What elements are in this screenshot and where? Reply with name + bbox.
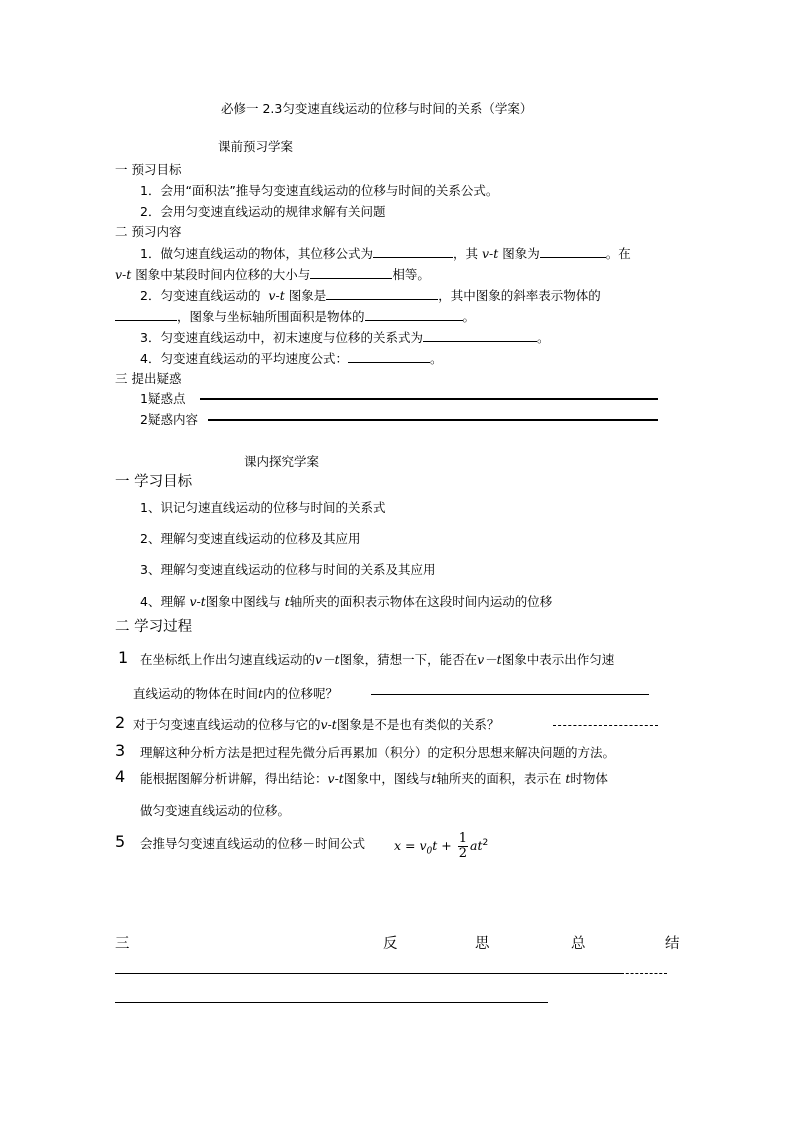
- answer-blank[interactable]: [373, 245, 453, 258]
- process-step-4: 能根据图解分析讲解，得出结论：v-t图象中，图线与t轴所夹的面积，表示在 t时物体: [140, 771, 608, 786]
- answer-blank[interactable]: [310, 266, 392, 279]
- reflection-char: 三: [115, 936, 130, 952]
- preview-question-2: 2．匀变速直线运动的 v-t 图象是 ，其中图象的斜率表示物体的: [140, 288, 601, 303]
- doubt-answer-line[interactable]: [208, 419, 658, 421]
- process-step-1-cont: 直线运动的物体在时间t内的位移呢？: [133, 686, 339, 701]
- answer-line[interactable]: [553, 725, 658, 726]
- inclass-process-label: 二 学习过程: [115, 619, 193, 635]
- preview-question-1-cont: v-t 图象中某段时间内位移的大小与 相等。: [115, 267, 430, 282]
- process-step-1: 在坐标纸上作出匀速直线运动的v－t图象，猜想一下，能否在v－t图象中表示出作匀速: [140, 652, 615, 667]
- doubt-answer-line[interactable]: [200, 398, 658, 400]
- preview-goal-item: 2．会用匀变速直线运动的规律求解有关问题: [140, 204, 386, 219]
- answer-blank[interactable]: [365, 308, 463, 321]
- fraction-one-half: $\frac{1}{2}$: [458, 831, 468, 862]
- reflection-line[interactable]: [115, 1002, 548, 1003]
- inclass-goal-item: 4、理解 v-t图象中图线与 t轴所夹的面积表示物体在这段时间内运动的位移: [140, 594, 553, 609]
- step-number: 1: [118, 648, 129, 667]
- preview-heading: 课前预习学案: [218, 139, 294, 154]
- reflection-char: 思: [475, 936, 490, 952]
- inclass-goal-label: 一 学习目标: [115, 474, 193, 490]
- process-step-2: 对于匀变速直线运动的位移与它的v-t图象是不是也有类似的关系？: [133, 717, 500, 732]
- preview-question-2-cont: ，图象与坐标轴所围面积是物体的 。: [115, 308, 475, 325]
- step-number: 3: [115, 741, 126, 760]
- step-number: 4: [115, 767, 126, 786]
- process-step-3: 理解这种分析方法是把过程先微分后再累加（积分）的定积分思想来解决问题的方法。: [140, 745, 616, 760]
- doubt-item: 1疑惑点: [140, 391, 186, 406]
- inclass-heading: 课内探究学案: [244, 454, 320, 469]
- preview-question-4: 4．匀变速直线运动的平均速度公式： 。: [140, 351, 443, 366]
- process-step-4-cont: 做匀变速直线运动的位移。: [140, 803, 291, 818]
- answer-blank[interactable]: [540, 245, 606, 258]
- doubt-item: 2疑惑内容: [140, 412, 198, 427]
- preview-question-1: 1．做匀速直线运动的物体，其位移公式为 ，其 v-t 图象为 。在: [140, 246, 631, 261]
- reflection-line[interactable]: [621, 973, 667, 974]
- answer-blank[interactable]: [115, 308, 177, 321]
- inclass-goal-item: 3、理解匀变速直线运动的位移与时间的关系及其应用: [140, 562, 436, 577]
- inclass-goal-item: 1、识记匀速直线运动的位移与时间的关系式: [140, 500, 386, 515]
- reflection-char: 总: [571, 936, 586, 952]
- reflection-char: 反: [383, 936, 398, 952]
- preview-doubt-label: 三 提出疑惑: [115, 371, 182, 386]
- inclass-goal-item: 2、理解匀变速直线运动的位移及其应用: [140, 531, 361, 546]
- reflection-char: 结: [665, 936, 680, 952]
- step-number: 5: [115, 832, 126, 851]
- process-step-5: 会推导匀变速直线运动的位移－时间公式: [140, 836, 366, 851]
- displacement-formula: $x = v_0t$ + $\frac{1}{2}$ $at^2$: [394, 831, 489, 862]
- preview-content-label: 二 预习内容: [115, 224, 182, 239]
- page-title: 必修一 2.3匀变速直线运动的位移与时间的关系（学案）: [221, 101, 533, 116]
- answer-line[interactable]: [371, 694, 649, 695]
- reflection-line[interactable]: [115, 973, 621, 974]
- preview-goal-item: 1．会用“面积法”推导匀变速直线运动的位移与时间的关系公式。: [140, 183, 499, 198]
- preview-goal-label: 一 预习目标: [115, 162, 182, 177]
- preview-question-3: 3．匀变速直线运动中，初末速度与位移的关系式为 。: [140, 330, 550, 345]
- answer-blank[interactable]: [348, 350, 430, 363]
- answer-blank[interactable]: [326, 287, 438, 300]
- step-number: 2: [115, 713, 126, 732]
- answer-blank[interactable]: [423, 329, 537, 342]
